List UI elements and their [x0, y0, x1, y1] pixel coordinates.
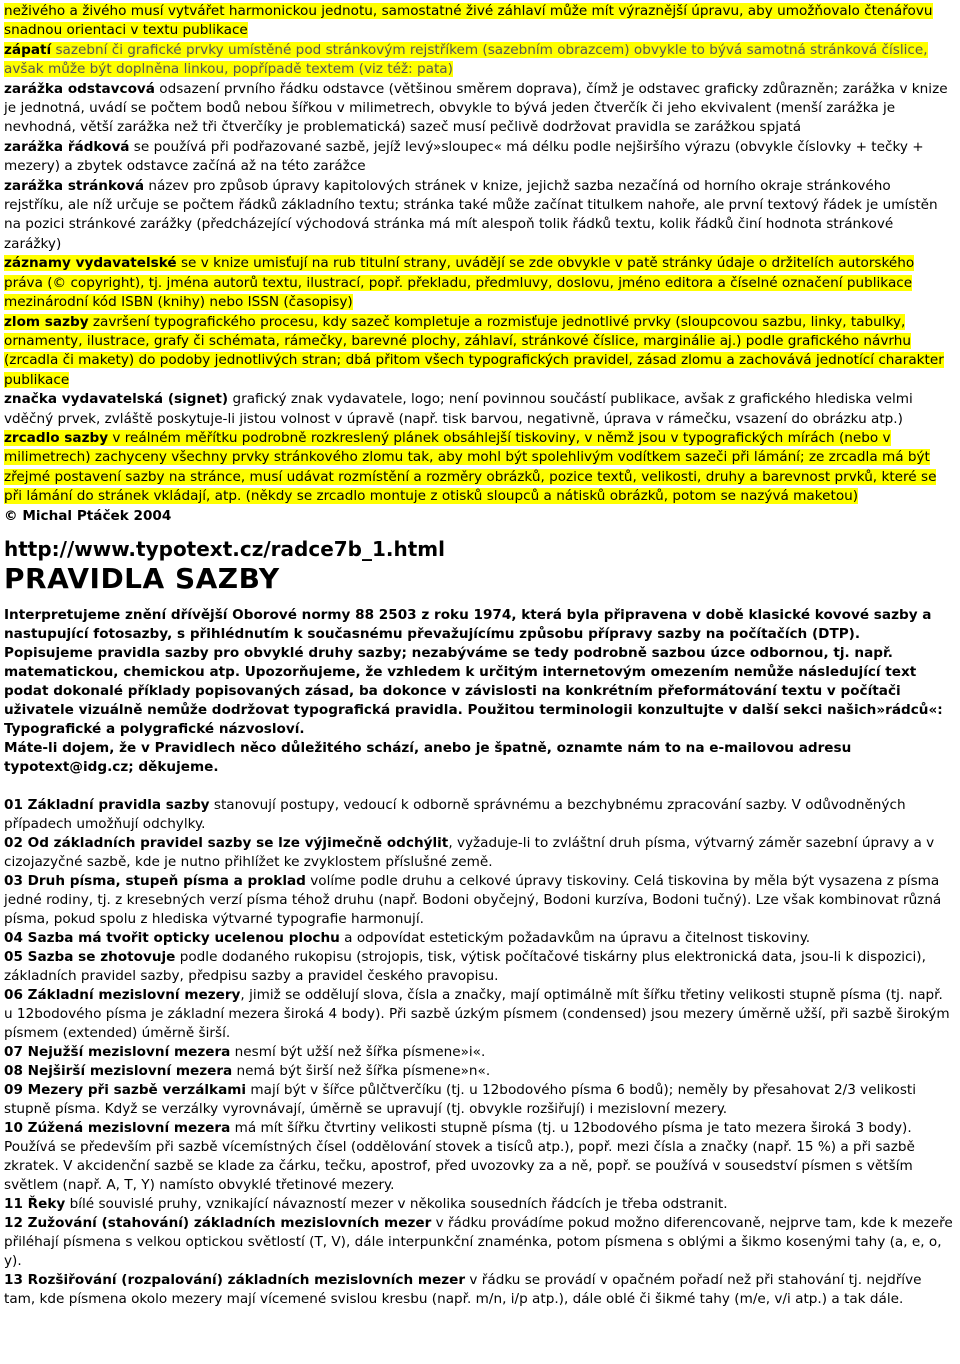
glossary-text: název pro způsob úpravy kapitolových stránek v knize, jejichž sazba nezačíná od horního okraje stránkového rejstříku, ale níž určuje se počtem řádků základního textu; stránka také může začínat titulkem nahoře, ale první textový řádek je umístěn na pozici stránkové zarážky (předcházející východová stránka má mít alespoň tolik řádků textu, kolik řádků činí hodnota stránkové zarážky) — [4, 177, 938, 252]
rule-item — [4, 1195, 954, 1214]
rule-item — [4, 1271, 954, 1309]
rule-text: bílé souvislé pruhy, vznikající návazností mezer v několika sousedních řádcích je třeba odstranit. — [65, 1195, 728, 1212]
glossary-text: se používá při podřazované sazbě, jejíž levý»sloupec« má délku podle nejširšího výrazu (obvykle číslovky + tečky + mezery) a zbytek odstavce začíná až na této zarážce — [4, 138, 924, 175]
rule-item — [4, 1081, 954, 1119]
rule-heading: 09 Mezery při sazbě verzálkami — [4, 1081, 247, 1098]
rule-text: nemá být širší než šířka písmene»n«. — [232, 1062, 491, 1079]
intro-paragraph: Popisujeme pravidla sazby pro obvyklé druhy sazby; nezabýváme se tedy podrobně sazbou úzce odbornou, tj. např. matematickou, chemickou atp. Upozorňujeme, že vzhledem k určitým internetovým omezením nemůže následující text podat dokonalé příklady popisovaných zásad, ba dokonce v závislosti na konkrétním přeformátování textu v počítači uživatele vizuálně nemůže dodržovat typografická pravidla. Použitou terminologii konzultujte v další sekci našich»rádců«: Typografické a polygrafické názvosloví. — [4, 644, 943, 737]
rule-heading: 11 Řeky — [4, 1195, 66, 1212]
intro-section — [4, 606, 954, 777]
glossary-term: zarážka řádková — [4, 138, 130, 155]
rule-text: volíme podle druhu a celkové úpravy tiskoviny. Celá tiskovina by měla být vysazena z písma jedné rodiny, tj. z kresebných verzí písma téhož druhu (např. Bodoni obyčejný, Bodoni kurzíva, Bodoni tučný). Lze však kombinovat různá písma, pokud spolu z hlediska výtvarné typografie harmonují. — [4, 872, 942, 927]
glossary-entry-zapati — [4, 41, 954, 80]
rule-heading: 13 Rozšiřování (rozpalování) základních mezislovních mezer — [4, 1271, 466, 1288]
glossary-text: sazební či grafické prvky umístěné pod stránkovým rejstříkem (sazebním obrazcem) obvykle to bývá samotná stránková číslice, avšak může být doplněna linkou, popřípadě textem (viz též: pata) — [4, 41, 928, 78]
glossary-text: neživého a živého musí vytvářet harmonickou jednotu, samostatné živé záhlaví může mít výraznější úpravu, aby umožňovalo čtenářovu snadnou orientaci v textu publikace — [4, 3, 933, 39]
rule-heading: 01 Základní pravidla sazby — [4, 796, 210, 813]
rule-heading: 04 Sazba má tvořit opticky ucelenou plochu — [4, 929, 340, 946]
rule-text: mají být v šířce půlčtverčíku (tj. u 12bodového písma 6 bodů); neměly by přesahovat 2/3 velikosti stupně písma. Když se verzálky vyrovnávají, úměrně se upravují (tj. obvykle rozšiřují) i mezislovní mezery. — [4, 1081, 917, 1117]
intro-paragraph: Interpretujeme znění dřívější Oborové normy 88 2503 z roku 1974, která byla připravena v době klasické kovové sazby a nastupující fotosazby, s přihlédnutím k současnému převažujícímu způsobu přípravy sazby na počítačích (DTP). — [4, 606, 932, 642]
rule-text: má mít šířku čtvrtiny velikosti stupně písma (tj. u 12bodového písma je tato mezera široká 3 body). Používá se především při sazbě vícemístných čísel (oddělování stovek a tisíců atp.), popř. mezi čísla a značky (např. 15 %) a při sazbě zkratek. V akcidenční sazbě se klade za čárku, tečku, apostrof, před uvozovky za a ně, popř. se používá v sousedství písmen s větším světlem (např. A, T, Y) namísto obvyklé třetinové mezery. — [4, 1119, 915, 1193]
rule-heading: 12 Zužování (stahování) základních mezislovních mezer — [4, 1214, 432, 1231]
glossary-text: grafický znak vydavatele, logo; není povinnou součástí publikace, avšak z grafického hlediska velmi vděčný prvek, zvláště poskytuje-li jistou volnost v úpravě (např. tisk barvou, negativně, úprava v rámečku, vsazení do obrázku atp.) — [4, 391, 913, 427]
glossary-term: zarážka odstavcová — [4, 80, 155, 97]
rule-item — [4, 834, 954, 872]
glossary-term: zlom sazby — [4, 313, 89, 330]
glossary-term: záznamy vydavatelské — [4, 255, 177, 272]
rule-item — [4, 872, 954, 929]
glossary-entry-zrcadlo — [4, 429, 954, 507]
rule-text: stanovují postupy, vedoucí k odborně správnému a bezchybnému zpracování sazby. V odůvodněných případech umožňují odchylky. — [4, 796, 906, 832]
rule-heading: 03 Druh písma, stupeň písma a proklad — [4, 872, 306, 889]
rule-text: v řádku se provádí v opačném pořadí než při stahování tj. nejdříve tam, kde písmena okolo mezery mají vícemené svislou kresbu (např. m/n, i/p atp.), dále oblé či šikmé tahy (m/e, v/i atp.) a tak dále. — [4, 1271, 922, 1307]
rule-heading: 02 Od základních pravidel sazby se lze výjimečně odchýlit — [4, 834, 449, 851]
rule-heading: 10 Zúžená mezislovní mezera — [4, 1119, 231, 1136]
rule-text: , vyžaduje-li to zvláštní druh písma, výtvarný záměr sazební úpravy a v cizojazyčné sazbě, kde je nutno přihlížet ke zvyklostem příslušné země. — [4, 834, 935, 870]
rule-item — [4, 1214, 954, 1271]
glossary-entry-zarazka-radkova — [4, 138, 954, 177]
rule-item — [4, 929, 954, 948]
section-spacer — [4, 777, 954, 796]
rule-text: nesmí být užší než šířka písmene»i«. — [230, 1043, 486, 1060]
rule-item — [4, 796, 954, 834]
rule-item — [4, 1062, 954, 1081]
document-page — [4, 2, 954, 1309]
rule-text: podle dodaného rukopisu (strojopis, tisk, výtisk počítačové tiskárny plus elektronická data, jsou-li k dispozici), základních pravidel sazby, předpisu sazby a pravidel českého pravopisu. — [4, 948, 926, 984]
glossary-term: zápatí — [4, 41, 52, 58]
glossary-entry-header — [4, 2, 954, 41]
rule-heading: 07 Nejužší mezislovní mezera — [4, 1043, 231, 1060]
rules-list — [4, 796, 954, 1309]
glossary-text: odsazení prvního řádku odstavce (většinou směrem doprava), čímž je odstavec graficky zdůrazněn; zarážka v knize je jednotná, uvádí se počtem bodů nebou šířkou v milimetrech, obvykle to bývá jeden čtverčík či jeho ekvivalent (menší zarážka je nevhodná, větší zarážka než tři čtverčíky je problematická) sazeč musí pečlivě dodržovat pravidla se zarážkou spjatá — [4, 80, 948, 136]
rule-item — [4, 1043, 954, 1062]
glossary-entry-zarazka-strankova — [4, 177, 954, 255]
intro-paragraph: Máte-li dojem, že v Pravidlech něco důležitého schází, anebo je špatně, oznamte nám to na e-mailovou adresu typotext@idg.cz; děkujeme. — [4, 739, 852, 775]
glossary-term: zarážka stránková — [4, 177, 145, 194]
glossary-text: v reálném měřítku podrobně rozkreslený plánek obsáhlejší tiskoviny, v němž jsou v typografických mírách (nebo v milimetrech) zachyceny všechny prvky stránkového zlomu tak, aby mohl být spolehlivým vodítkem sazeči při lámání; ze zrcadla má být zřejmé postavení sazby na stránce, musí udávat rozmístění a rozměry obrázků, pozice textů, velikosti, druhy a barevnost prvků, které se při lámání do stránek vkládají, atp. (někdy se zrcadlo montuje z otisků sloupců a nátisků obrázků, potom se nazývá maketou) — [4, 429, 937, 505]
rule-heading: 08 Nejširší mezislovní mezera — [4, 1062, 233, 1079]
glossary-entry-zlom-sazby — [4, 313, 954, 391]
rule-heading: 06 Základní mezislovní mezery — [4, 986, 241, 1003]
rule-heading: 05 Sazba se zhotovuje — [4, 948, 176, 965]
source-url-link[interactable]: http://www.typotext.cz/radce7b_1.html — [4, 536, 446, 561]
rule-text: v řádku provádíme pokud možno diferencovaně, nejprve tam, kde k mezeře přiléhají písmena s velkou optickou světlostí (T, V), dále interpunkční znaménka, potom písmena s oblými a šikmo kosenými tahy (a, e, o, y). — [4, 1214, 953, 1269]
rule-text: , jimiž se oddělují slova, čísla a značky, mají optimálně mít šířku třetiny velikosti stupně písma (tj. např. u 12bodového písma je základní mezera široká 4 body). Při sazbě úzkým písmem (condensed) jsou mezery úměrně užší, při sazbě širokým písmem (extended) úměrně širší. — [4, 986, 950, 1041]
glossary-entry-zaznamy — [4, 254, 954, 312]
page-title: PRAVIDLA SAZBY — [4, 561, 280, 595]
copyright-line: © Michal Ptáček 2004 — [4, 507, 172, 524]
glossary-text: završení typografického procesu, kdy sazeč kompletuje a rozmisťuje jednotlivé prvky (sloupcovou sazbu, linky, tabulky, ornamenty, ilustrace, grafy či schémata, rámečky, barevné plochy, záhlaví, stránkové číslice, marginálie aj.) podle grafického návrhu (zrcadla či makety) do podoby jednotlivých stran; dbá přitom všech typografických pravidel, zásad zlomu a zachovává jednotící charakter publikace — [4, 313, 944, 388]
rule-item — [4, 948, 954, 986]
rule-item — [4, 986, 954, 1043]
rule-item — [4, 1119, 954, 1195]
glossary-section — [4, 2, 954, 507]
glossary-term: značka vydavatelská (signet) — [4, 391, 229, 408]
glossary-entry-znacka — [4, 390, 954, 429]
glossary-text: se v knize umisťují na rub titulní strany, uvádějí se zde obvykle v patě stránky údaje o držitelích autorského práva (© copyright), tj. jména autorů textu, ilustrací, popř. překladu, předmluvy, doslovu, jméno editora a číselné označení publikace mezinárodní kód ISBN (knihy) nebo ISSN (časopisy) — [4, 255, 915, 311]
glossary-term: zrcadlo sazby — [4, 429, 109, 446]
rule-text: a odpovídat estetickým požadavkům na úpravu a čitelnost tiskoviny. — [339, 929, 811, 946]
glossary-entry-zarazka-odstavcova — [4, 80, 954, 138]
